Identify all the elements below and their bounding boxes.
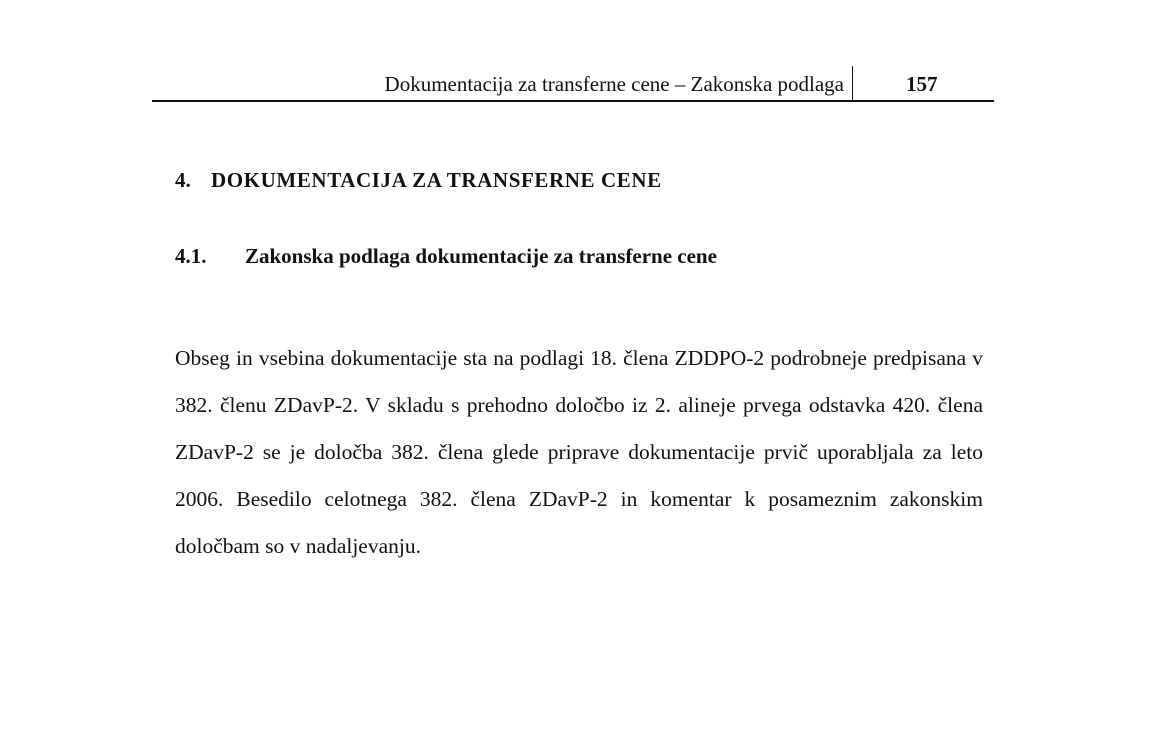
section-number: 4.1. bbox=[175, 244, 207, 268]
running-header bbox=[152, 66, 994, 102]
chapter-title: DOKUMENTACIJA ZA TRANSFERNE CENE bbox=[211, 168, 662, 192]
chapter-number: 4. bbox=[175, 168, 191, 192]
running-header-title: Dokumentacija za transferne cene – Zakonska podlaga bbox=[384, 72, 844, 96]
section-title: Zakonska podlaga dokumentacije za transferne cene bbox=[245, 244, 717, 268]
section-heading bbox=[175, 244, 717, 269]
body-paragraph: Obseg in vsebina dokumentacije sta na podlagi 18. člena ZDDPO-2 podrobneje predpisana v 382. členu ZDavP-2. V skladu s prehodno določbo iz 2. alineje prvega odstavka 420. člena ZDavP-2 se je določba 382. člena glede priprave dokumentacije prvič uporabljala za leto 2006. Besedilo celotnega 382. člena ZDavP-2 in komentar k posameznim zakonskim določbam so v nadaljevanju. bbox=[175, 346, 983, 558]
running-header-divider bbox=[852, 66, 853, 100]
chapter-heading bbox=[175, 168, 662, 193]
page-number: 157 bbox=[906, 72, 938, 96]
